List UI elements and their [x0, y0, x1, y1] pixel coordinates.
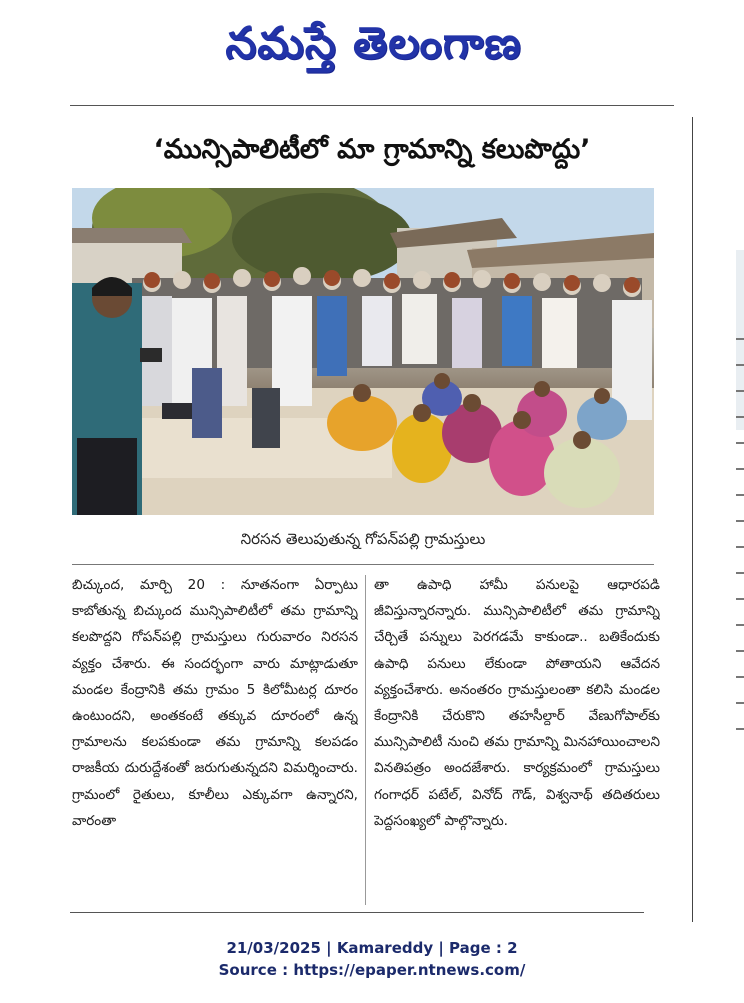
bottom-rule	[70, 912, 644, 913]
caption-rule	[72, 564, 654, 565]
adjacent-text-fragment	[736, 728, 744, 730]
adjacent-text-fragment	[736, 416, 744, 418]
adjacent-text-fragment	[736, 442, 744, 444]
adjacent-text-fragment	[736, 572, 744, 574]
adjacent-text-fragment	[736, 520, 744, 522]
adjacent-text-fragment	[736, 676, 744, 678]
adjacent-text-fragment	[736, 598, 744, 600]
adjacent-article-strip	[736, 118, 744, 918]
column-divider	[692, 117, 693, 922]
source-link[interactable]: Source : https://epaper.ntnews.com/	[218, 961, 526, 979]
adjacent-text-fragment	[736, 546, 744, 548]
adjacent-text-fragment	[736, 494, 744, 496]
adjacent-text-fragment	[736, 390, 744, 392]
photo-caption: నిరసన తెలుపుతున్న గోపన్‌పల్లి గ్రామస్తులు	[240, 530, 486, 548]
adjacent-text-fragment	[736, 338, 744, 340]
body-column-divider	[365, 575, 366, 905]
newspaper-logo: నమస్తే తెలంగాణ	[225, 18, 522, 69]
masthead	[0, 0, 744, 96]
adjacent-text-fragment	[736, 468, 744, 470]
adjacent-article-box	[736, 250, 744, 430]
top-rule	[70, 105, 674, 106]
article-body-column-left: బిచ్కుంద, మార్చి 20 : నూతనంగా ఏర్పాటు కాబోతున్న బిచ్కుంద మున్సిపాలిటీలో తమ గ్రామాన్ని కలపొద్దని గోపన్‌పల్లి గ్రామస్తులు గురువారం నిరసన వ్యక్తం చేశారు. ఈ సందర్భంగా వారు మాట్లాడుతూ మండల కేంద్రానికి తమ గ్రామం 5 కిలోమీటర్ల దూరం ఉంటుందని, అంతకంటే తక్కువ దూరంలో ఉన్న గ్రామాలను కలపకుండా తమ గ్రామాన్ని కలపడం రాజకీయ దురుద్దేశంతో జరుగుతున్నదని విమర్శించారు. గ్రామంలో రైతులు, కూలీలు ఎక్కువగా ఉన్నారని, వారంతా	[72, 577, 358, 829]
edition-info: 21/03/2025 | Kamareddy | Page : 2	[226, 939, 518, 957]
page-footer	[0, 937, 744, 981]
adjacent-text-fragment	[736, 364, 744, 366]
article-body-column-right: తా ఉపాధి హామీ పనులపై ఆధారపడి జీవిస్తున్నారన్నారు. మున్సిపాలిటీలో తమ గ్రామాన్ని చేర్చితే పన్నులు పెరగడమే కాకుండా.. బతికేందుకు ఉపాధి పనులు లేకుండా పోతాయని ఆవేదన వ్యక్తంచేశారు. అనంతరం గ్రామస్తులంతా కలిసి మండల కేంద్రానికి చేరుకొని తహసీల్దార్ వేణుగోపాల్‌కు మున్సిపాలిటీ నుంచి తమ గ్రామాన్ని మినహాయించాలని వినతిపత్రం అందజేశారు. కార్యక్రమంలో గ్రామస్తులు గంగాధర్ పటేల్, వినోద్ గౌడ్, విశ్వనాథ్ తదితరులు పెద్దసంఖ్యలో పాల్గొన్నారు.	[374, 577, 660, 829]
adjacent-text-fragment	[736, 624, 744, 626]
article-photo	[72, 188, 654, 515]
photo-illustration	[72, 188, 654, 515]
adjacent-text-fragment	[736, 650, 744, 652]
adjacent-text-fragment	[736, 702, 744, 704]
article-headline: ‘మున్సిపాలిటీలో మా గ్రామాన్ని కలుపొద్దు’	[153, 134, 591, 165]
